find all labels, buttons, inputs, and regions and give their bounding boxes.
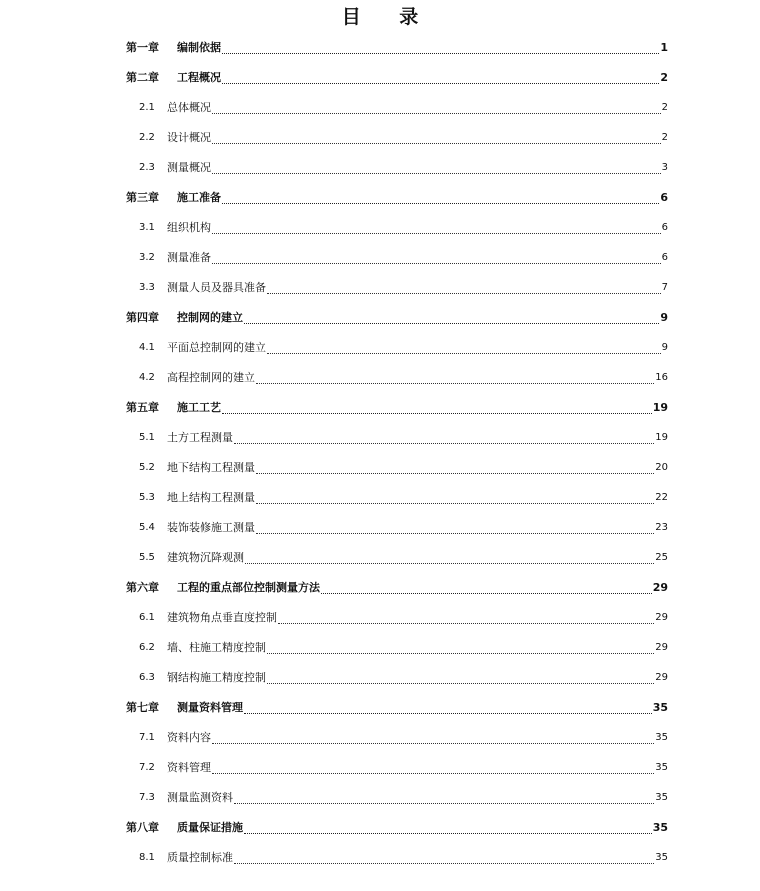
toc-section-entry[interactable]	[126, 633, 668, 663]
toc-chapter-entry[interactable]	[126, 573, 668, 603]
toc-chapter-entry[interactable]	[126, 33, 668, 63]
entry-title: 装饰装修施工测量	[167, 521, 255, 534]
entry-number: 2.3	[139, 162, 155, 173]
entry-title: 工程概况	[177, 71, 221, 84]
entry-title: 编制依据	[177, 41, 221, 54]
entry-title: 建筑物角点垂直度控制	[167, 611, 277, 624]
entry-page-number: 7	[661, 282, 668, 293]
entry-page-number: 1	[660, 41, 668, 54]
toc-section-entry[interactable]	[126, 453, 668, 483]
entry-number: 5.5	[139, 552, 155, 563]
dot-leader	[234, 803, 654, 804]
toc-chapter-entry[interactable]	[126, 63, 668, 93]
toc-chapter-entry[interactable]	[126, 393, 668, 423]
entry-page-number: 22	[655, 492, 668, 503]
dot-leader	[222, 203, 659, 204]
entry-title: 高程控制网的建立	[167, 371, 255, 384]
toc-section-entry[interactable]	[126, 663, 668, 693]
dot-leader	[244, 323, 659, 324]
entry-number: 2.2	[139, 132, 155, 143]
toc-section-entry[interactable]	[126, 423, 668, 453]
dot-leader	[256, 503, 654, 504]
entry-title: 施工工艺	[177, 401, 221, 414]
entry-page-number: 3	[661, 162, 668, 173]
entry-page-number: 35	[655, 732, 668, 743]
entry-title: 资料内容	[167, 731, 211, 744]
toc-section-entry[interactable]	[126, 543, 668, 573]
entry-title: 施工准备	[177, 191, 221, 204]
entry-page-number: 9	[660, 311, 668, 324]
entry-page-number: 29	[655, 612, 668, 623]
entry-page-number: 19	[655, 432, 668, 443]
dot-leader	[212, 263, 661, 264]
dot-leader	[256, 473, 654, 474]
entry-page-number: 35	[652, 821, 668, 834]
dot-leader	[267, 293, 661, 294]
dot-leader	[278, 623, 654, 624]
entry-page-number: 6	[661, 252, 668, 263]
toc-chapter-entry[interactable]	[126, 183, 668, 213]
dot-leader	[267, 683, 654, 684]
entry-title: 测量概况	[167, 161, 211, 174]
toc-section-entry[interactable]	[126, 513, 668, 543]
toc-chapter-entry[interactable]	[126, 693, 668, 723]
entry-page-number: 2	[661, 102, 668, 113]
entry-page-number: 35	[652, 701, 668, 714]
entry-page-number: 35	[655, 762, 668, 773]
toc-section-entry[interactable]	[126, 93, 668, 123]
entry-number: 5.2	[139, 462, 155, 473]
toc-section-entry[interactable]	[126, 243, 668, 273]
entry-number: 2.1	[139, 102, 155, 113]
entry-title: 地上结构工程测量	[167, 491, 255, 504]
entry-page-number: 2	[660, 71, 668, 84]
toc-section-entry[interactable]	[126, 483, 668, 513]
entry-title: 测量监测资料	[167, 791, 233, 804]
entry-title: 设计概况	[167, 131, 211, 144]
entry-number: 5.1	[139, 432, 155, 443]
entry-number: 第一章	[126, 41, 159, 54]
dot-leader	[212, 743, 654, 744]
entry-title: 资料管理	[167, 761, 211, 774]
entry-number: 6.2	[139, 642, 155, 653]
entry-page-number: 35	[655, 792, 668, 803]
toc-chapter-entry[interactable]	[126, 303, 668, 333]
toc-section-entry[interactable]	[126, 123, 668, 153]
dot-leader	[267, 653, 654, 654]
entry-number: 8.1	[139, 852, 155, 863]
dot-leader	[212, 143, 661, 144]
dot-leader	[212, 173, 661, 174]
entry-title: 平面总控制网的建立	[167, 341, 266, 354]
toc-section-entry[interactable]	[126, 333, 668, 363]
entry-title: 土方工程测量	[167, 431, 233, 444]
entry-number: 7.2	[139, 762, 155, 773]
entry-number: 3.1	[139, 222, 155, 233]
entry-page-number: 9	[661, 342, 668, 353]
entry-title: 总体概况	[167, 101, 211, 114]
entry-number: 3.2	[139, 252, 155, 263]
dot-leader	[212, 233, 661, 234]
entry-page-number: 20	[655, 462, 668, 473]
entry-page-number: 19	[652, 401, 668, 414]
entry-title: 组织机构	[167, 221, 211, 234]
entry-page-number: 29	[655, 642, 668, 653]
entry-number: 第八章	[126, 821, 159, 834]
dot-leader	[244, 833, 652, 834]
toc-title: 目 录	[341, 6, 435, 28]
dot-leader	[222, 83, 659, 84]
entry-page-number: 35	[655, 852, 668, 863]
toc-section-entry[interactable]	[126, 603, 668, 633]
entry-number: 6.3	[139, 672, 155, 683]
dot-leader	[234, 443, 654, 444]
dot-leader	[222, 413, 652, 414]
toc-section-entry[interactable]	[126, 153, 668, 183]
entry-page-number: 6	[660, 191, 668, 204]
dot-leader	[267, 353, 661, 354]
entry-title: 控制网的建立	[177, 311, 243, 324]
entry-number: 3.3	[139, 282, 155, 293]
entry-title: 墙、柱施工精度控制	[167, 641, 266, 654]
entry-number: 第二章	[126, 71, 159, 84]
toc-section-entry[interactable]	[126, 843, 668, 873]
entry-number: 第三章	[126, 191, 159, 204]
entry-number: 4.1	[139, 342, 155, 353]
toc-section-entry[interactable]	[126, 363, 668, 393]
toc-list	[126, 33, 668, 873]
entry-page-number: 25	[655, 552, 668, 563]
toc-section-entry[interactable]	[126, 753, 668, 783]
toc-section-entry[interactable]	[126, 723, 668, 753]
entry-title: 质量控制标准	[167, 851, 233, 864]
toc-chapter-entry[interactable]	[126, 813, 668, 843]
toc-section-entry[interactable]	[126, 273, 668, 303]
dot-leader	[321, 593, 652, 594]
entry-number: 第七章	[126, 701, 159, 714]
entry-title: 工程的重点部位控制测量方法	[177, 581, 320, 594]
entry-title: 钢结构施工精度控制	[167, 671, 266, 684]
entry-number: 7.1	[139, 732, 155, 743]
dot-leader	[244, 713, 652, 714]
entry-title: 质量保证措施	[177, 821, 243, 834]
entry-page-number: 6	[661, 222, 668, 233]
entry-page-number: 23	[655, 522, 668, 533]
toc-section-entry[interactable]	[126, 783, 668, 813]
entry-title: 测量准备	[167, 251, 211, 264]
dot-leader	[222, 53, 659, 54]
entry-title: 地下结构工程测量	[167, 461, 255, 474]
entry-page-number: 29	[655, 672, 668, 683]
dot-leader	[256, 533, 654, 534]
dot-leader	[212, 773, 654, 774]
entry-number: 第四章	[126, 311, 159, 324]
entry-page-number: 29	[652, 581, 668, 594]
entry-title: 测量资料管理	[177, 701, 243, 714]
entry-number: 5.3	[139, 492, 155, 503]
toc-section-entry[interactable]	[126, 213, 668, 243]
dot-leader	[245, 563, 654, 564]
entry-number: 4.2	[139, 372, 155, 383]
dot-leader	[212, 113, 661, 114]
entry-title: 建筑物沉降观测	[167, 551, 244, 564]
dot-leader	[234, 863, 654, 864]
entry-number: 6.1	[139, 612, 155, 623]
entry-page-number: 2	[661, 132, 668, 143]
entry-number: 5.4	[139, 522, 155, 533]
dot-leader	[256, 383, 654, 384]
entry-title: 测量人员及器具准备	[167, 281, 266, 294]
entry-number: 第六章	[126, 581, 159, 594]
entry-number: 第五章	[126, 401, 159, 414]
entry-page-number: 16	[655, 372, 668, 383]
entry-number: 7.3	[139, 792, 155, 803]
